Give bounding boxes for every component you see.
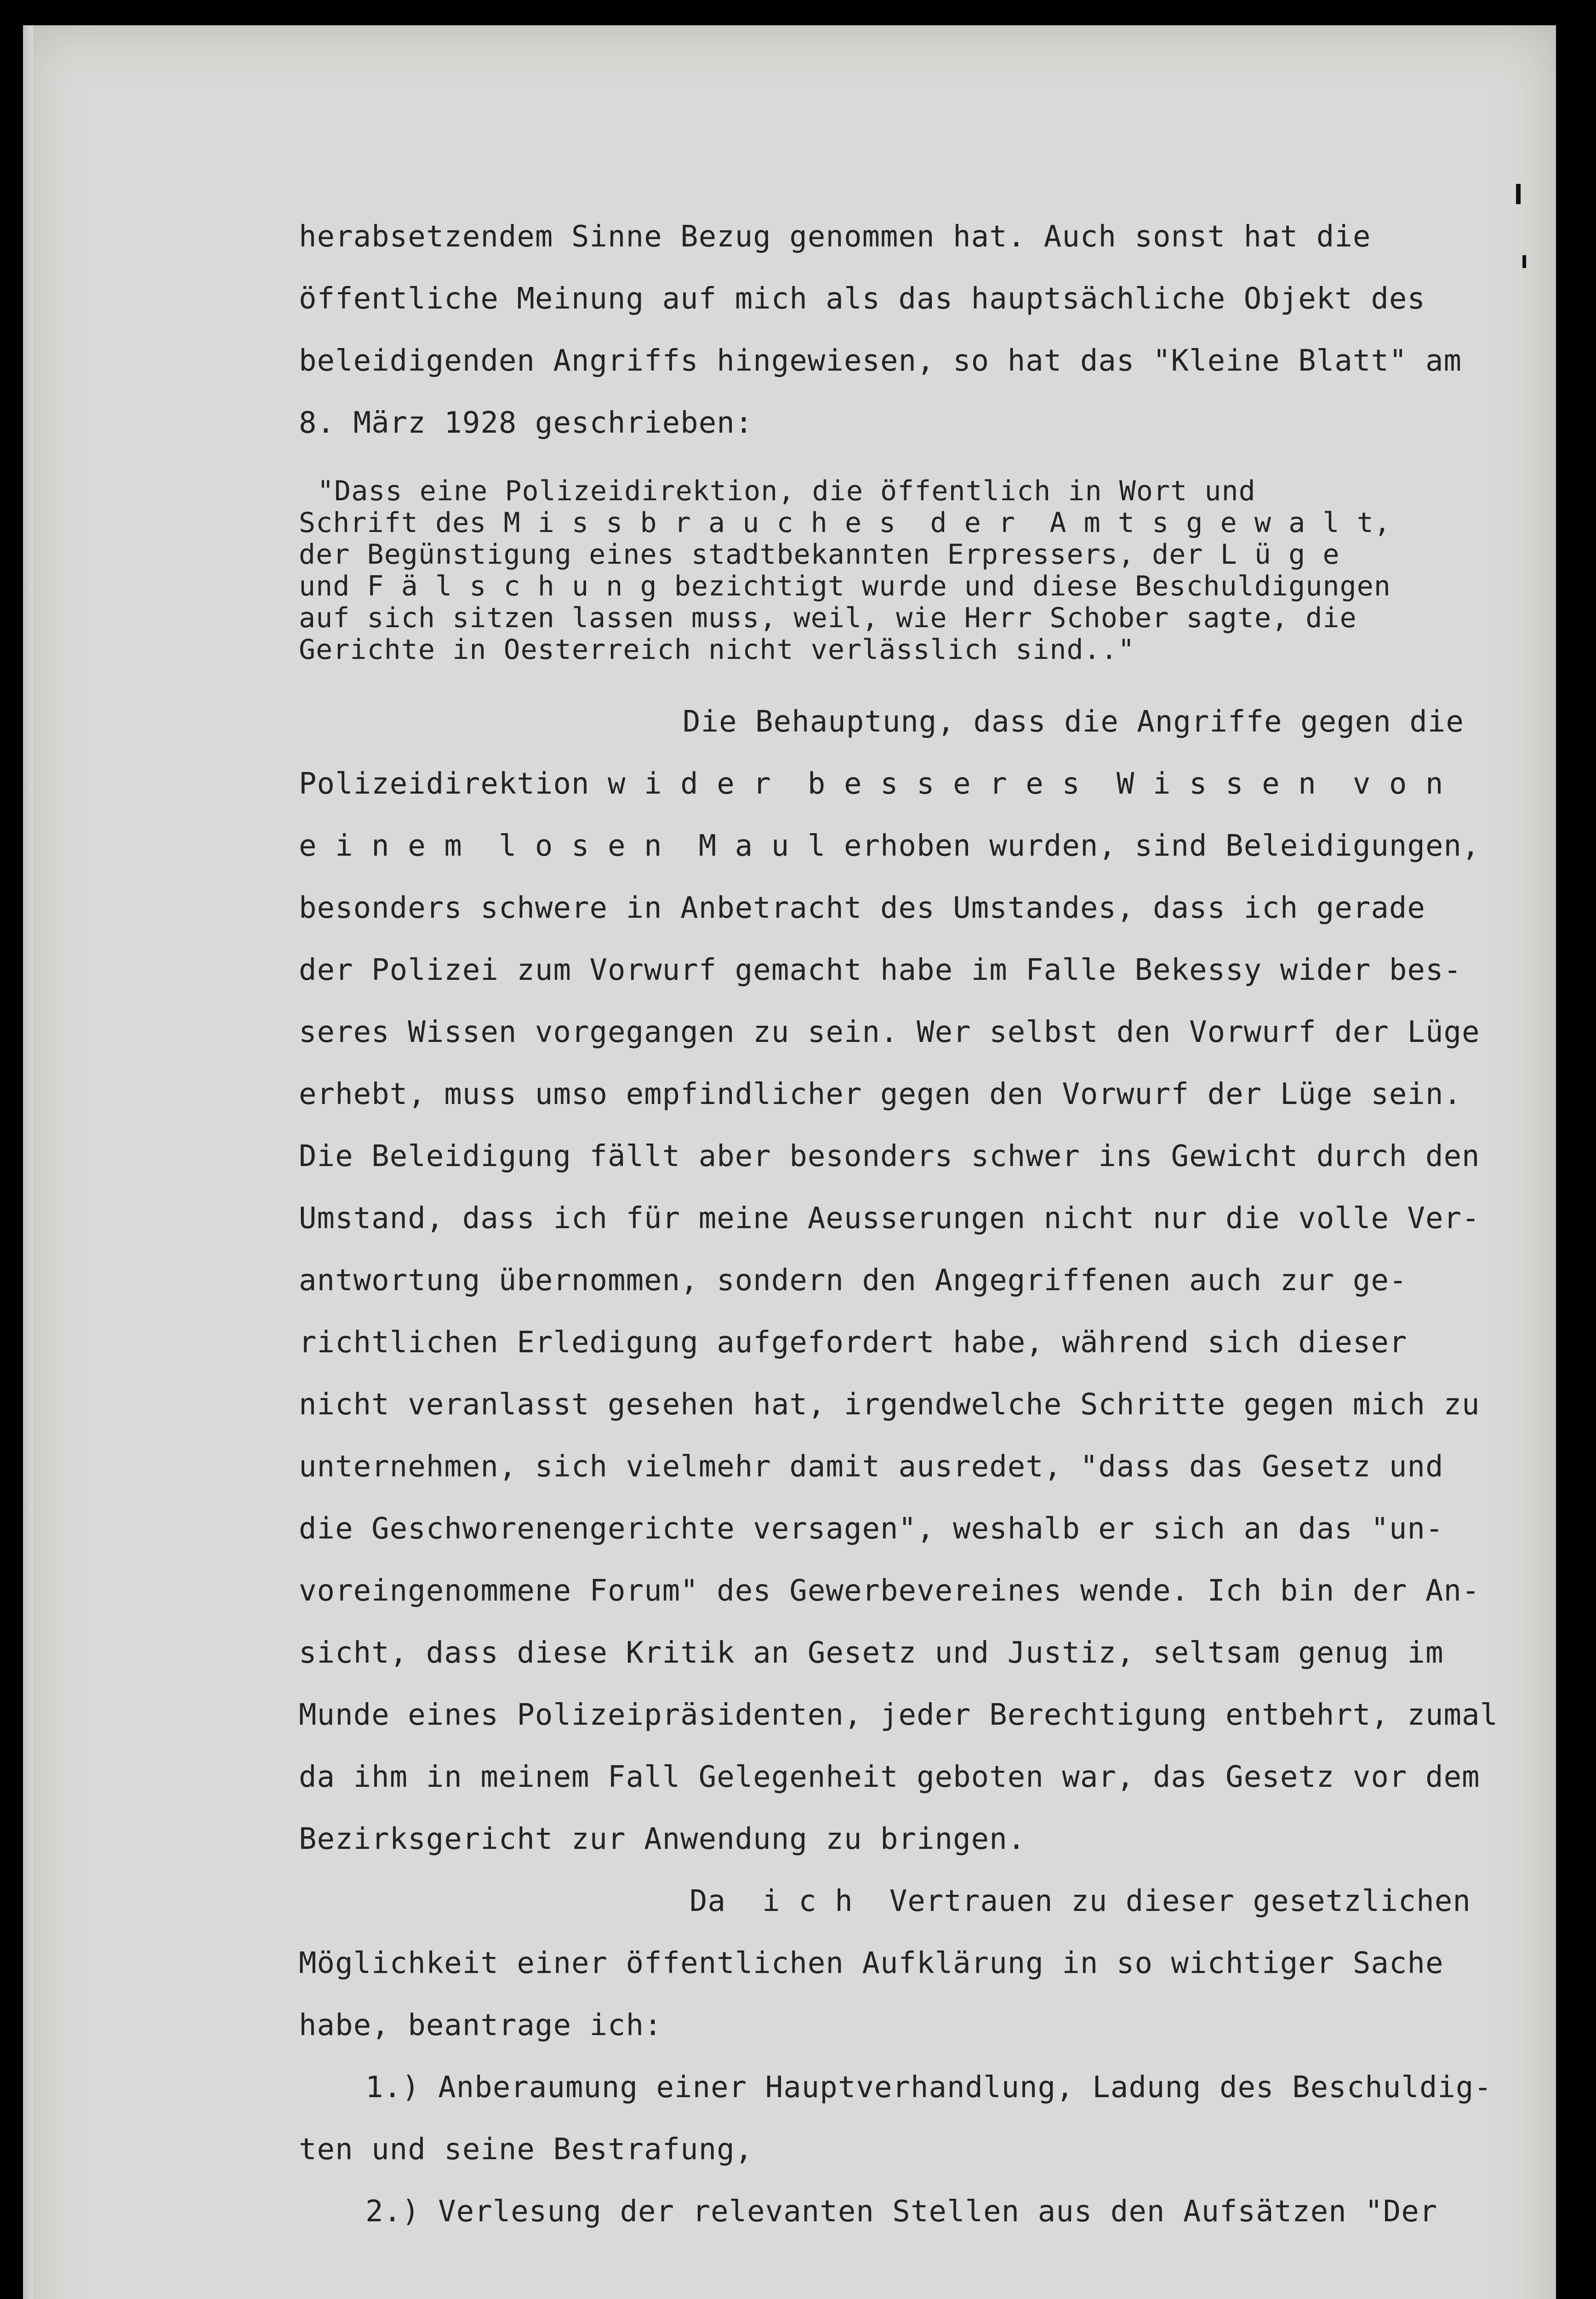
text-line: da ihm in meinem Fall Gelegenheit geboten war, das Gesetz vor dem <box>299 1760 1480 1794</box>
text-line: nicht veranlasst gesehen hat, irgendwelche Schritte gegen mich zu <box>299 1388 1480 1422</box>
paper-edge <box>23 25 33 2299</box>
text-line: e i n e m l o s e n M a u l erhoben wurden, sind Beleidigungen, <box>299 829 1480 863</box>
text-line: richtlichen Erledigung aufgefordert habe, während sich dieser <box>299 1326 1408 1360</box>
text-line: 1.) Anberaumung einer Hauptverhandlung, Ladung des Beschuldig- <box>365 2070 1492 2105</box>
text-line: öffentliche Meinung auf mich als das hauptsächliche Objekt des <box>299 282 1425 316</box>
text-line: Umstand, dass ich für meine Aeusserungen nicht nur die volle Ver- <box>299 1201 1480 1235</box>
text-line: 8. März 1928 geschrieben: <box>299 406 753 440</box>
text-line: Die Behauptung, dass die Angriffe gegen die <box>683 705 1464 739</box>
text-line: voreingenommene Forum" des Gewerbevereines wende. Ich bin der An- <box>299 1574 1480 1608</box>
text-line: Da i c h Vertrauen zu dieser gesetzlichen <box>690 1884 1471 1918</box>
quote-line: Gerichte in Oesterreich nicht verlässlich sind.." <box>299 634 1135 666</box>
text-line: Munde eines Polizeipräsidenten, jeder Berechtigung entbehrt, zumal <box>299 1698 1499 1732</box>
text-line: antwortung übernommen, sondern den Angegriffenen auch zur ge- <box>299 1264 1408 1298</box>
text-line: herabsetzendem Sinne Bezug genommen hat. Auch sonst hat die <box>299 220 1371 254</box>
text-line: erhebt, muss umso empfindlicher gegen den Vorwurf der Lüge sein. <box>299 1077 1462 1111</box>
text-line: sicht, dass diese Kritik an Gesetz und Justiz, seltsam genug im <box>299 1636 1444 1670</box>
text-line: Die Beleidigung fällt aber besonders schwer ins Gewicht durch den <box>299 1139 1480 1173</box>
text-line: habe, beantrage ich: <box>299 2008 662 2042</box>
text-line: ten und seine Bestrafung, <box>299 2133 753 2167</box>
text-line: besonders schwere in Anbetracht des Umstandes, dass ich gerade <box>299 891 1425 925</box>
text-line: der Polizei zum Vorwurf gemacht habe im Falle Bekessy wider bes- <box>299 953 1462 987</box>
quote-line: "Dass eine Polizeidirektion, die öffentlich in Wort und <box>317 475 1256 507</box>
text-line: beleidigenden Angriffs hingewiesen, so hat das "Kleine Blatt" am <box>299 344 1462 378</box>
text-line: Polizeidirektion w i d e r b e s s e r e s W i s s e n v o n <box>299 767 1444 801</box>
quote-line: auf sich sitzen lassen muss, weil, wie Herr Schober sagte, die <box>299 602 1357 634</box>
quote-line: Schrift des M i s s b r a u c h e s d e r A m t s g e w a l t, <box>299 507 1391 539</box>
text-line: seres Wissen vorgegangen zu sein. Wer selbst den Vorwurf der Lüge <box>299 1015 1480 1049</box>
text-line: unternehmen, sich vielmehr damit ausredet, "dass das Gesetz und <box>299 1450 1444 1484</box>
text-line: 2.) Verlesung der relevanten Stellen aus den Aufsätzen "Der <box>365 2195 1438 2229</box>
text-line: die Geschworenengerichte versagen", weshalb er sich an das "un- <box>299 1512 1444 1546</box>
text-line: Möglichkeit einer öffentlichen Aufklärung in so wichtiger Sache <box>299 1946 1444 1980</box>
text-line: Bezirksgericht zur Anwendung zu bringen. <box>299 1822 1026 1856</box>
margin-mark <box>1522 255 1526 268</box>
quote-line: der Begünstigung eines stadtbekannten Erpressers, der L ü g e <box>299 538 1340 571</box>
margin-mark <box>1516 184 1521 204</box>
quote-line: und F ä l s c h u n g bezichtigt wurde und diese Beschuldigungen <box>299 570 1391 602</box>
